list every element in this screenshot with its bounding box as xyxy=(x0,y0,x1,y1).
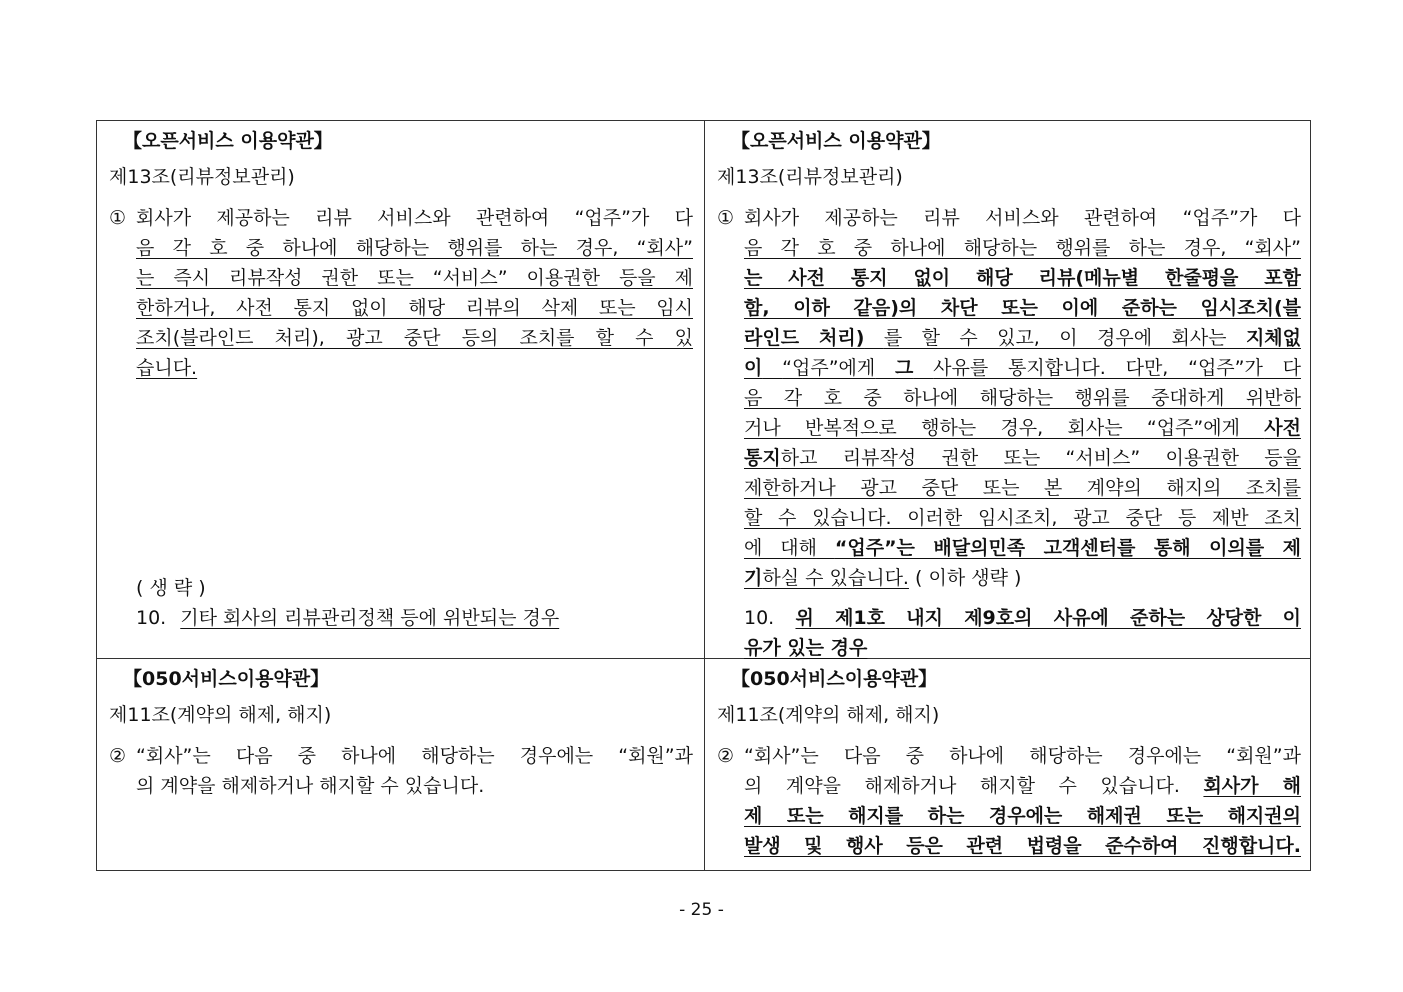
article-heading: 제13조(리뷰정보관리) xyxy=(717,166,903,188)
clause-line: 거나 반복적으로 행하는 경우, 회사는 “업주”에게 사전 xyxy=(744,417,1301,439)
clause-line: 할 수 있습니다. 이러한 임시조치, 광고 중단 등 제반 조치 xyxy=(744,507,1301,529)
clause-line: 기하실 수 있습니다. ( 이하 생략 ) xyxy=(744,567,1022,589)
clause-line: 함, 이하 같음)의 차단 또는 이에 준하는 임시조치(블 xyxy=(744,297,1301,319)
clause-line: 통지하고 리뷰작성 권한 또는 “서비스” 이용권한 등을 xyxy=(744,447,1301,469)
clause-line: “회사”는 다음 중 하나에 해당하는 경우에는 “회원”과 xyxy=(744,745,1301,767)
omitted-note: ( 생 략 ) xyxy=(136,577,206,599)
clause-item xyxy=(109,741,693,801)
article-heading: 제11조(계약의 해제, 해지) xyxy=(717,704,940,726)
clause-line: 한하거나, 사전 통지 없이 해당 리뷰의 삭제 또는 임시 xyxy=(136,297,693,319)
clause-line: 에 대해 “업주”는 배달의민족 고객센터를 통해 이의를 제 xyxy=(744,537,1301,559)
item-10-text: 기타 회사의 리뷰관리정책 등에 위반되는 경우 xyxy=(180,607,560,629)
clause-line: 라인드 처리) 를 할 수 있고, 이 경우에 회사는 지체없 xyxy=(744,327,1301,349)
clause-line: 발생 및 행사 등은 관련 법령을 준수하여 진행합니다. xyxy=(744,835,1301,857)
section-title: 【오픈서비스 이용약관】 xyxy=(731,130,941,152)
clause-line: 의 계약을 해제하거나 해지할 수 있습니다. 회사가 해 xyxy=(744,775,1301,797)
article-heading: 제13조(리뷰정보관리) xyxy=(109,166,295,188)
item-10 xyxy=(744,603,1301,663)
clause-number: ② xyxy=(717,745,735,767)
page-number: - 25 - xyxy=(679,900,724,920)
clause-line: 이 “업주”에게 그 사유를 통지합니다. 다만, “업주”가 다 xyxy=(744,357,1301,379)
column-divider xyxy=(704,121,705,870)
clause-line: 조치(블라인드 처리), 광고 중단 등의 조치를 할 수 있 xyxy=(136,327,693,349)
clause-number: ② xyxy=(109,745,127,767)
clause-line: 제 또는 해지를 하는 경우에는 해제권 또는 해지권의 xyxy=(744,805,1301,827)
clause-number: ① xyxy=(717,207,735,229)
item-10-number: 10. xyxy=(136,607,167,629)
item-10 xyxy=(136,603,559,633)
article-heading: 제11조(계약의 해제, 해지) xyxy=(109,704,332,726)
clause-line: 음 각 호 중 하나에 해당하는 행위를 하는 경우, “회사” xyxy=(136,237,693,259)
clause-line: 습니다. xyxy=(136,357,198,379)
section-title: 【050서비스이용약관】 xyxy=(123,668,330,690)
clause-line: 는 즉시 리뷰작성 권한 또는 “서비스” 이용권한 등을 제 xyxy=(136,267,693,289)
clause-line: 제한하거나 광고 중단 또는 본 계약의 해지의 조치를 xyxy=(744,477,1301,499)
clause-line: 회사가 제공하는 리뷰 서비스와 관련하여 “업주”가 다 xyxy=(744,207,1301,229)
clause-item xyxy=(717,741,1301,861)
clause-item xyxy=(109,203,693,383)
clause-line: 는 사전 통지 없이 해당 리뷰(메뉴별 한줄평을 포함 xyxy=(744,267,1301,289)
section-title: 【050서비스이용약관】 xyxy=(731,668,938,690)
item-10-text: 위 제1호 내지 제9호의 사유에 준하는 상당한 이 xyxy=(795,607,1301,629)
clause-line: 음 각 호 중 하나에 해당하는 행위를 하는 경우, “회사” xyxy=(744,237,1301,259)
clause-item xyxy=(717,203,1301,593)
section-title: 【오픈서비스 이용약관】 xyxy=(123,130,333,152)
clause-line: 회사가 제공하는 리뷰 서비스와 관련하여 “업주”가 다 xyxy=(136,207,693,229)
comparison-table xyxy=(96,120,1311,871)
row1-right-cell xyxy=(717,129,1301,659)
clause-line: 음 각 호 중 하나에 해당하는 행위를 중대하게 위반하 xyxy=(744,387,1301,409)
clause-line: 의 계약을 해제하거나 해지할 수 있습니다. xyxy=(136,775,485,797)
row1-left-cell xyxy=(109,129,693,629)
clause-number: ① xyxy=(109,207,127,229)
item-10-text: 유가 있는 경우 xyxy=(744,637,868,659)
row2-left-cell xyxy=(109,667,693,801)
clause-line: “회사”는 다음 중 하나에 해당하는 경우에는 “회원”과 xyxy=(136,745,693,767)
row2-right-cell xyxy=(717,667,1301,861)
item-10-number: 10. xyxy=(744,607,775,629)
